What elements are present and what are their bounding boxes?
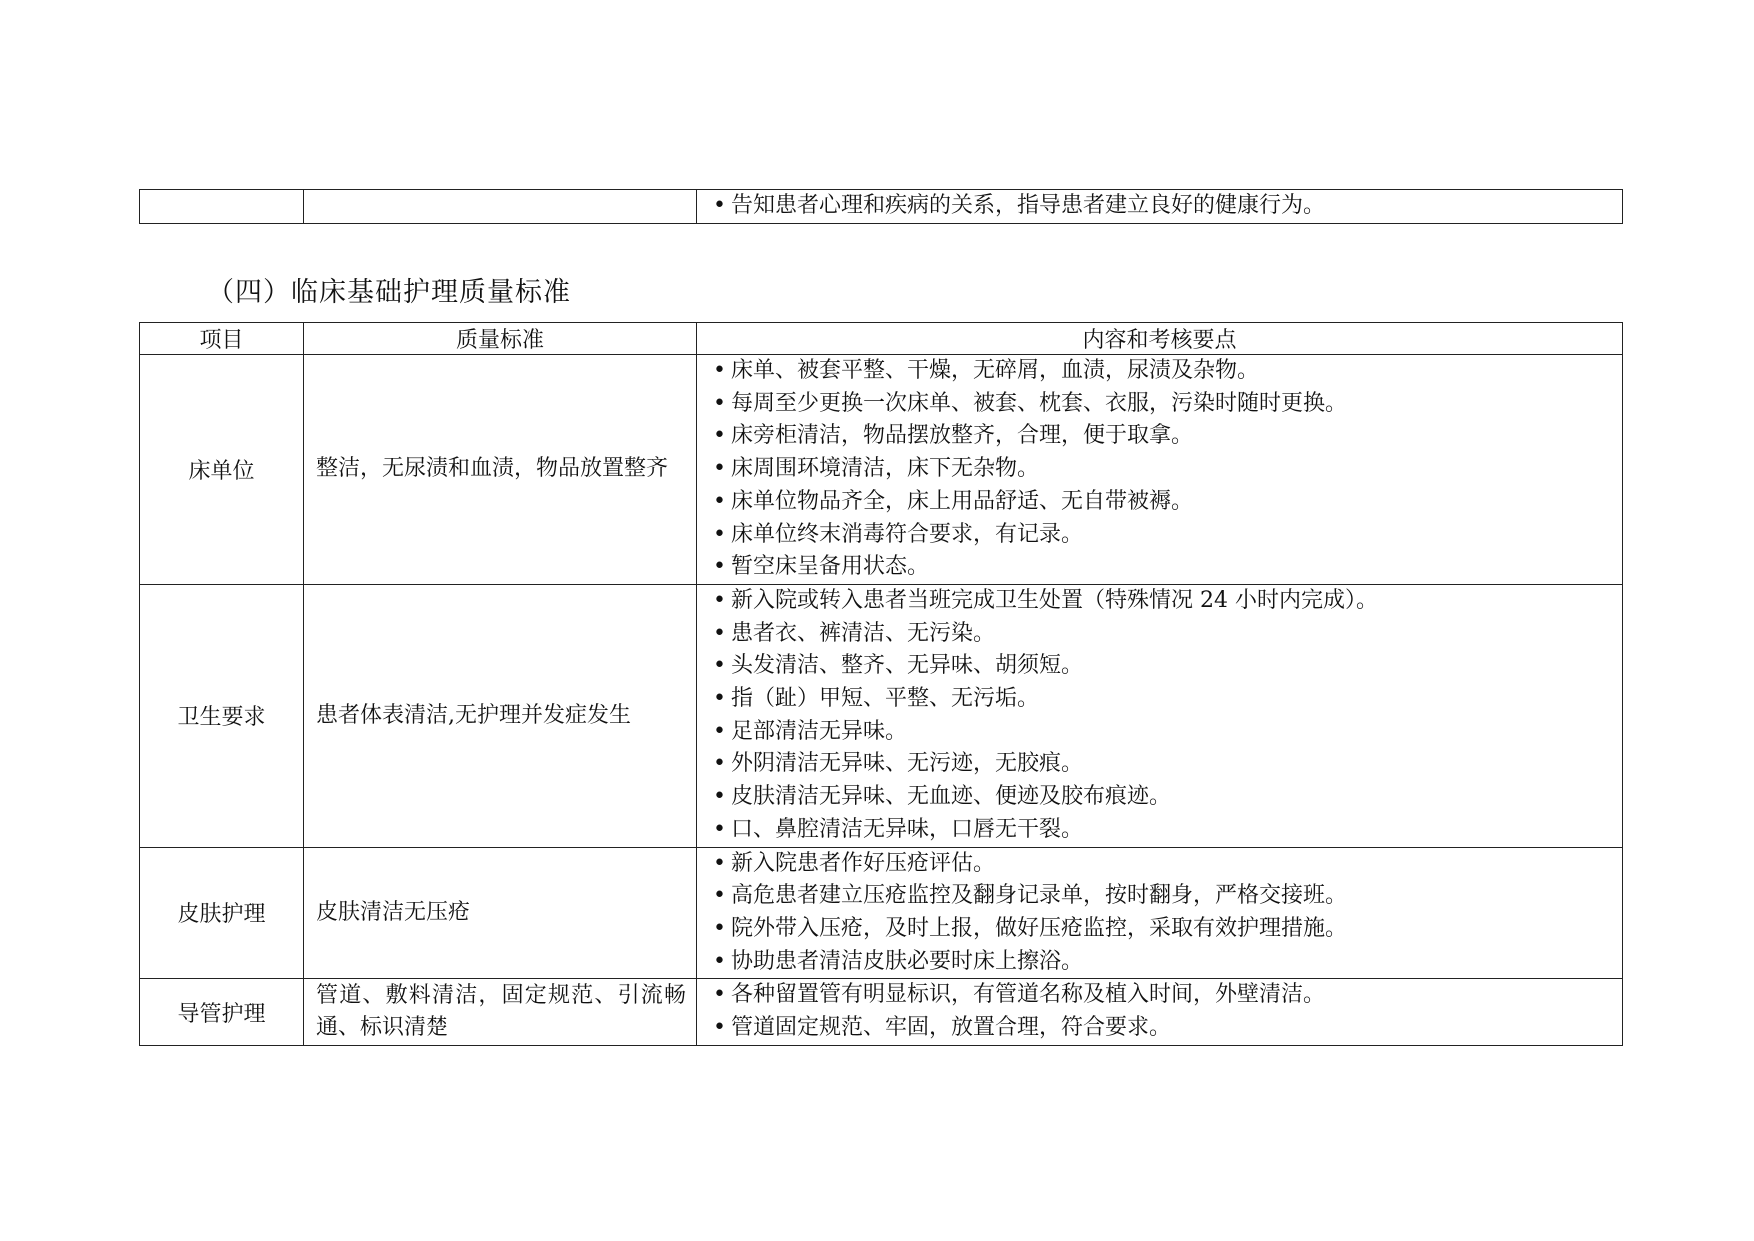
list-item: • 新入院或转入患者当班完成卫生处置（特殊情况 24 小时内完成）。: [713, 585, 1622, 618]
continuation-table: [139, 189, 1623, 224]
list-item: • 协助患者清洁皮肤必要时床上擦浴。: [713, 946, 1622, 979]
header-project: 项目: [140, 323, 304, 355]
points-cell: [697, 847, 1623, 979]
list-item: • 外阴清洁无异味、无污迹，无胶痕。: [713, 748, 1622, 781]
list-item: • 床单位物品齐全，床上用品舒适、无自带被褥。: [713, 486, 1622, 519]
bullet-list: [713, 979, 1622, 1044]
table-row: [140, 979, 1623, 1045]
list-item: • 暂空床呈备用状态。: [713, 551, 1622, 584]
table-row: [140, 190, 1623, 224]
list-item: • 院外带入压疮，及时上报，做好压疮监控，采取有效护理措施。: [713, 913, 1622, 946]
standard-cell: 皮肤清洁无压疮: [304, 847, 697, 979]
list-item: • 各种留置管有明显标识，有管道名称及植入时间，外壁清洁。: [713, 979, 1622, 1012]
list-item: • 床单、被套平整、干燥，无碎屑，血渍，尿渍及杂物。: [713, 355, 1622, 388]
quality-standard-table: [139, 322, 1623, 1046]
table-row: [140, 584, 1623, 847]
standard-cell-empty: [304, 190, 697, 224]
standard-cell: 患者体表清洁,无护理并发症发生: [304, 584, 697, 847]
list-item: • 新入院患者作好压疮评估。: [713, 848, 1622, 881]
standard-cell: 管道、敷料清洁，固定规范、引流畅通、标识清楚: [304, 979, 697, 1045]
list-item: • 皮肤清洁无异味、无血迹、便迹及胶布痕迹。: [713, 781, 1622, 814]
project-cell: 导管护理: [140, 979, 304, 1045]
list-item: • 患者衣、裤清洁、无污染。: [713, 618, 1622, 651]
list-item: • 床周围环境清洁，床下无杂物。: [713, 453, 1622, 486]
project-cell-empty: [140, 190, 304, 224]
list-item: • 头发清洁、整齐、无异味、胡须短。: [713, 650, 1622, 683]
points-cell: [697, 190, 1623, 224]
bullet-list: [713, 190, 1622, 223]
project-cell: 皮肤护理: [140, 847, 304, 979]
project-cell: 床单位: [140, 355, 304, 585]
points-cell: [697, 584, 1623, 847]
list-item: • 告知患者心理和疾病的关系，指导患者建立良好的健康行为。: [713, 190, 1622, 223]
list-item: • 床单位终末消毒符合要求，有记录。: [713, 519, 1622, 552]
bullet-list: [713, 585, 1622, 847]
standard-cell: 整洁，无尿渍和血渍，物品放置整齐: [304, 355, 697, 585]
section-heading: （四）临床基础护理质量标准: [207, 277, 571, 308]
table-row: [140, 847, 1623, 979]
header-row: [140, 323, 1623, 355]
list-item: • 足部清洁无异味。: [713, 716, 1622, 749]
table-row: [140, 355, 1623, 585]
list-item: • 每周至少更换一次床单、被套、枕套、衣服，污染时随时更换。: [713, 388, 1622, 421]
list-item: • 高危患者建立压疮监控及翻身记录单，按时翻身，严格交接班。: [713, 880, 1622, 913]
points-cell: [697, 979, 1623, 1045]
bullet-list: [713, 848, 1622, 979]
list-item: • 指（趾）甲短、平整、无污垢。: [713, 683, 1622, 716]
points-cell: [697, 355, 1623, 585]
bullet-list: [713, 355, 1622, 584]
list-item: • 管道固定规范、牢固，放置合理，符合要求。: [713, 1012, 1622, 1045]
header-standard: 质量标准: [304, 323, 697, 355]
project-cell: 卫生要求: [140, 584, 304, 847]
list-item: • 口、鼻腔清洁无异味，口唇无干裂。: [713, 814, 1622, 847]
header-points: 内容和考核要点: [697, 323, 1623, 355]
list-item: • 床旁柜清洁，物品摆放整齐，合理，便于取拿。: [713, 420, 1622, 453]
